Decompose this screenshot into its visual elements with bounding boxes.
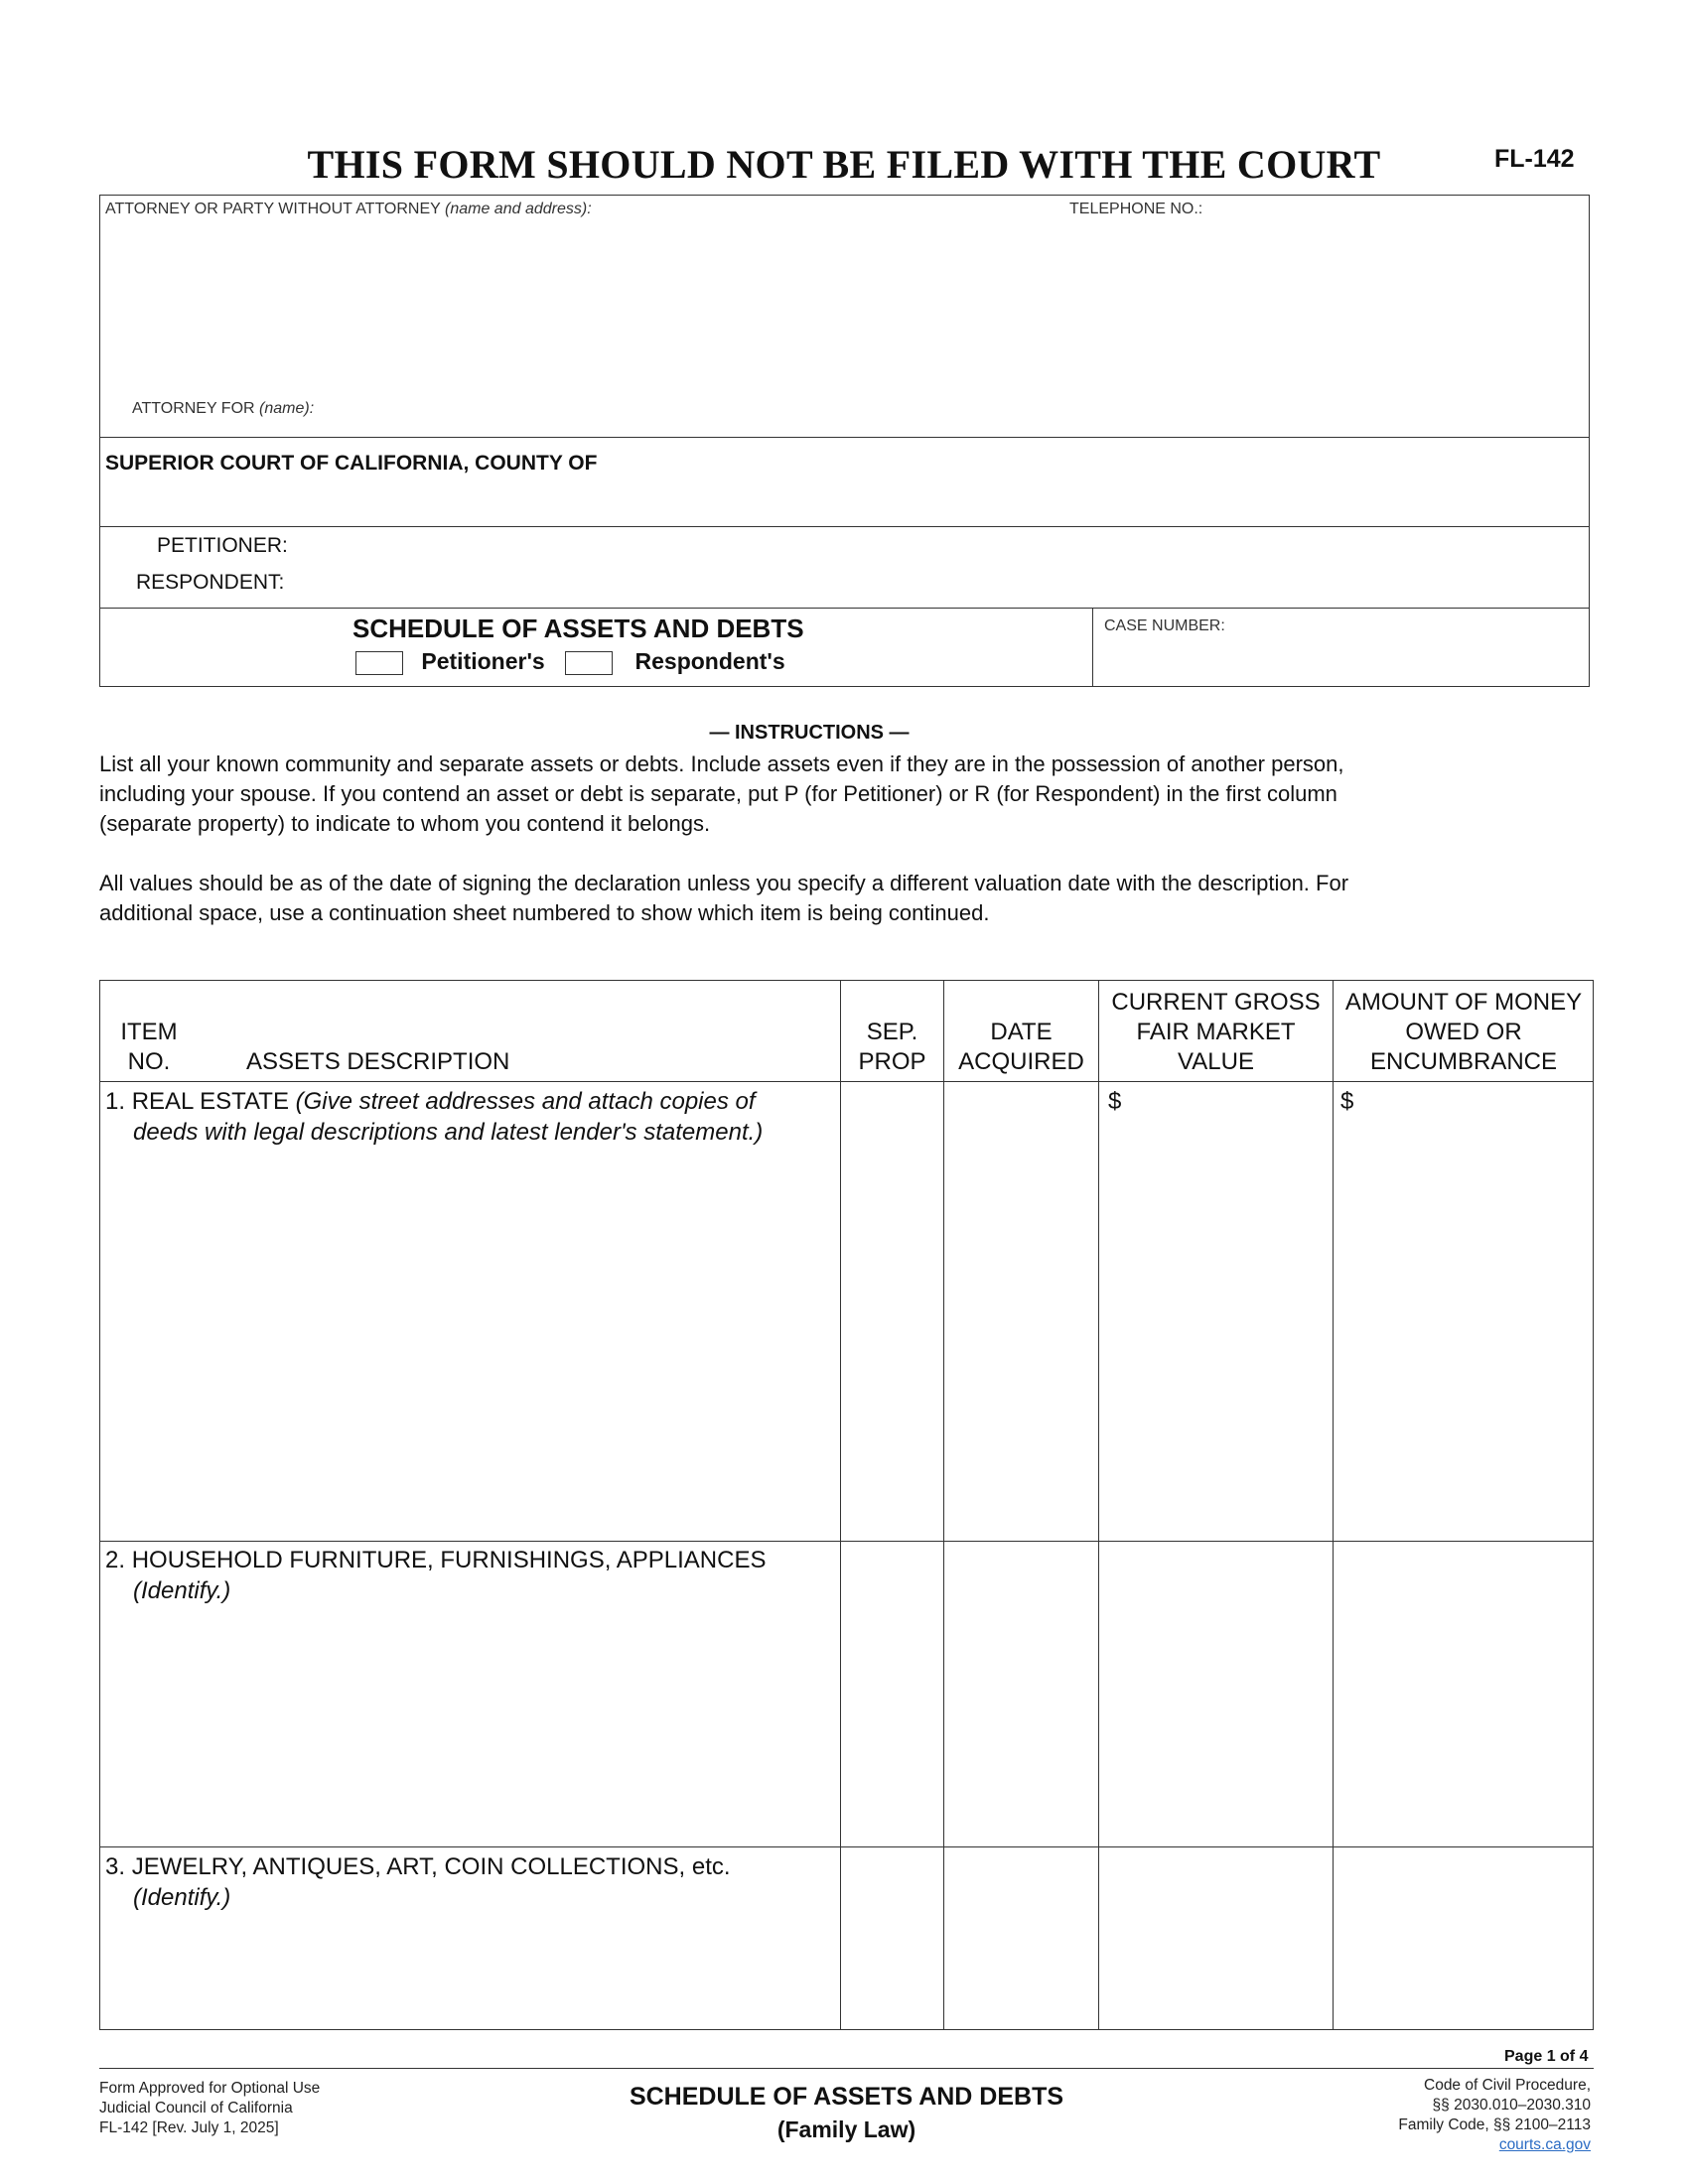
header-amount-owed: AMOUNT OF MONEY OWED OR ENCUMBRANCE	[1344, 989, 1583, 1075]
row-jewelry-description: 3. JEWELRY, ANTIQUES, ART, COIN COLLECTIONS, etc. (Identify.)	[105, 1853, 731, 1911]
row-real-estate-description: 1. REAL ESTATE (Give street addresses and attach copies of deeds with legal descriptions and latest lender's statement.)	[105, 1088, 764, 1146]
attorney-for-field[interactable]	[328, 395, 1569, 425]
real-estate-owed-field[interactable]	[1360, 1086, 1587, 1533]
petitioners-checkbox[interactable]	[355, 651, 403, 675]
household-value-field[interactable]	[1102, 1547, 1329, 1841]
real-estate-description-field[interactable]	[105, 1152, 835, 1534]
page-number: Page 1 of 4	[1504, 2048, 1589, 2065]
household-date-field[interactable]	[947, 1547, 1094, 1841]
attorney-label: ATTORNEY OR PARTY WITHOUT ATTORNEY (name and address):	[105, 201, 592, 217]
household-owed-field[interactable]	[1336, 1547, 1587, 1841]
case-number-label: CASE NUMBER:	[1104, 617, 1225, 634]
jewelry-date-field[interactable]	[947, 1852, 1094, 2025]
telephone-field[interactable]	[1069, 224, 1576, 264]
instructions-paragraph-2: All values should be as of the date of signing the declaration unless you specify a different valuation date with the description. For additional space, use a continuation sheet numbered to show which item is being continued.	[99, 871, 1349, 925]
footer-title: SCHEDULE OF ASSETS AND DEBTS	[629, 2083, 1064, 2111]
attorney-name-address-field[interactable]	[105, 224, 1049, 393]
row-household-description: 2. HOUSEHOLD FURNITURE, FURNISHINGS, APPLIANCES (Identify.)	[105, 1547, 767, 1604]
footer-approval: Form Approved for Optional Use Judicial Council of California FL-142 [Rev. July 1, 2025]	[99, 2080, 321, 2136]
court-label: SUPERIOR COURT OF CALIFORNIA, COUNTY OF	[105, 452, 598, 475]
household-description-field[interactable]	[105, 1610, 835, 1839]
county-field[interactable]	[635, 447, 1569, 480]
header-assets-description: ASSETS DESCRIPTION	[246, 1048, 510, 1075]
footer-subtitle: (Family Law)	[776, 2116, 916, 2142]
respondent-field[interactable]	[308, 569, 1569, 599]
header-item-no: ITEM NO.	[120, 1019, 178, 1075]
do-not-file-banner: THIS FORM SHOULD NOT BE FILED WITH THE COURT	[307, 142, 1381, 187]
real-estate-sep-prop-field[interactable]	[844, 1086, 939, 1533]
case-number-field[interactable]	[1104, 640, 1571, 676]
respondent-label: RESPONDENT:	[136, 571, 285, 594]
attorney-for-label: ATTORNEY FOR (name):	[132, 400, 315, 417]
instructions-heading: — INSTRUCTIONS —	[709, 722, 910, 744]
real-estate-date-field[interactable]	[947, 1086, 1094, 1533]
petitioner-field[interactable]	[308, 532, 1569, 562]
telephone-label: TELEPHONE NO.:	[1069, 201, 1203, 217]
jewelry-value-field[interactable]	[1102, 1852, 1329, 2025]
jewelry-sep-prop-field[interactable]	[844, 1852, 939, 2025]
header-sep-prop: SEP. PROP	[858, 1019, 926, 1075]
petitioner-label: PETITIONER:	[157, 534, 288, 557]
row-real-estate-value-currency: $	[1108, 1088, 1122, 1115]
instructions-paragraph-1: List all your known community and separate assets or debts. Include assets even if they are in the possession of another person, including your spouse. If you contend an asset or debt is separate, put P (for Petitioner) or R (for Respondent) in the first column (separate property) to indicate to whom you contend it belongs.	[99, 751, 1344, 836]
jewelry-owed-field[interactable]	[1336, 1852, 1587, 2025]
footer-citations: Code of Civil Procedure, §§ 2030.010–2030.310 Family Code, §§ 2100–2113 courts.ca.gov	[1291, 2076, 1591, 2155]
form-number: FL-142	[1494, 145, 1575, 173]
petitioners-option-label: Petitioner's	[421, 648, 545, 674]
row-real-estate-owed-currency: $	[1340, 1088, 1354, 1115]
real-estate-value-field[interactable]	[1127, 1086, 1326, 1533]
respondents-checkbox[interactable]	[565, 651, 613, 675]
respondents-option-label: Respondent's	[634, 648, 785, 674]
household-sep-prop-field[interactable]	[844, 1547, 939, 1841]
courts-link[interactable]: courts.ca.gov	[1498, 2136, 1591, 2153]
header-fair-market-value: CURRENT GROSS FAIR MARKET VALUE	[1111, 989, 1321, 1075]
caption-title: SCHEDULE OF ASSETS AND DEBTS	[352, 614, 804, 643]
jewelry-description-field[interactable]	[105, 1918, 835, 2025]
header-date-acquired: DATE ACQUIRED	[958, 1019, 1084, 1075]
